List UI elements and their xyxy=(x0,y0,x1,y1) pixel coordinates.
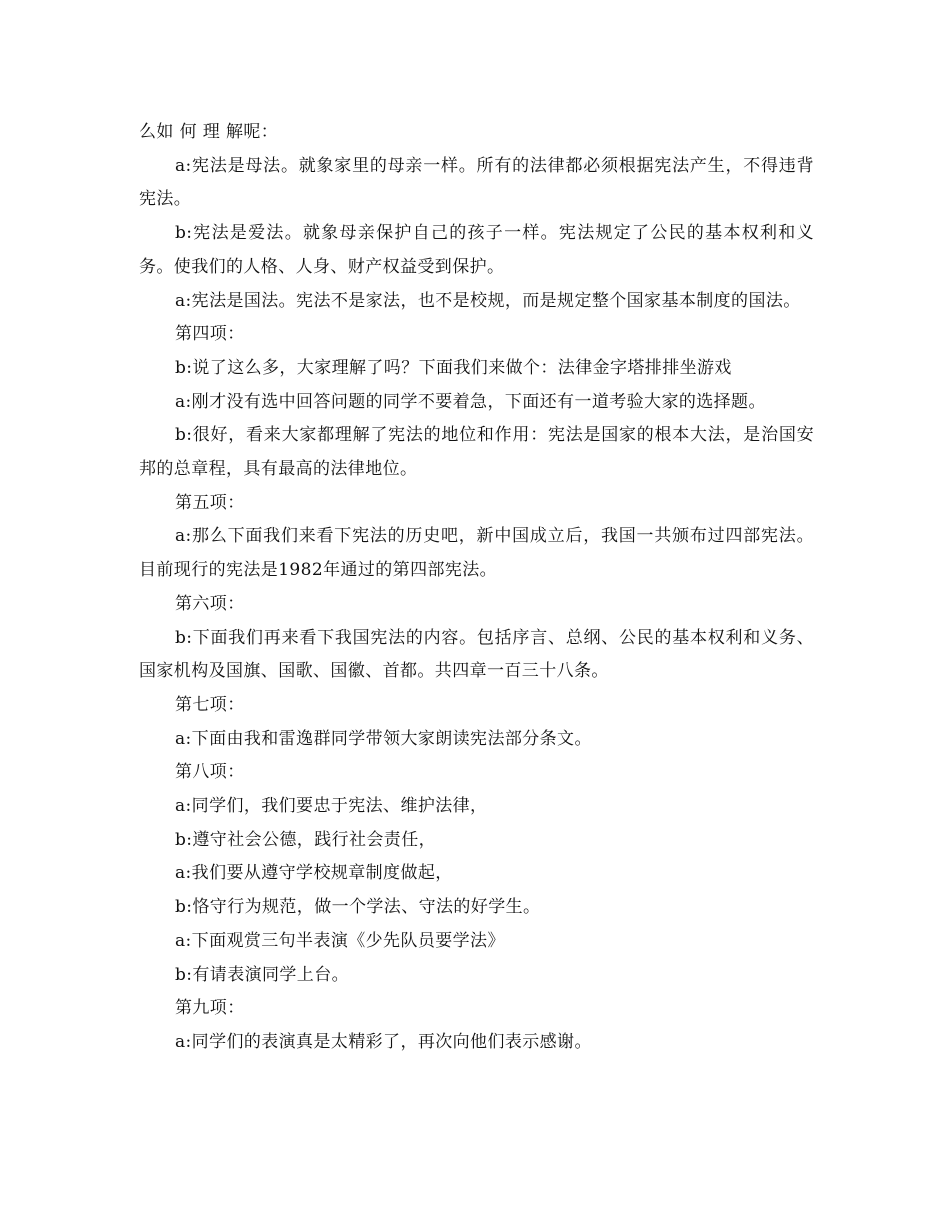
section-heading-5: 第五项： xyxy=(175,492,245,513)
section-heading-9: 第九项： xyxy=(175,998,245,1019)
paragraph-2: a:宪法是母法。就象家里的母亲一样。所有的法律都必须根据宪法产生，不得违背宪法。 xyxy=(139,155,814,210)
paragraph-10: a:那么下面我们来看下宪法的历史吧，新中国成立后，我国一共颁布过四部宪法。目前现行的宪法是1982年通过的第四部宪法。 xyxy=(139,526,814,581)
paragraph-21: b:有请表演同学上台。 xyxy=(175,964,350,985)
paragraph-17: b:遵守社会公德，践行社会责任， xyxy=(175,829,437,850)
section-heading-6: 第六项： xyxy=(175,593,245,614)
paragraph-3: b:宪法是爱法。就象母亲保护自己的孩子一样。宪法规定了公民的基本权利和义务。使我们的人格、人身、财产权益受到保护。 xyxy=(139,223,814,277)
paragraph-12: b:下面我们再来看下我国宪法的内容。包括序言、总纲、公民的基本权利和义务、国家机构及国旗、国歌、国徽、首都。共四章一百三十八条。 xyxy=(139,627,814,682)
paragraph-8: b:很好，看来大家都理解了宪法的地位和作用：宪法是国家的根本大法，是治国安邦的总章程，具有最高的法律地位。 xyxy=(139,425,814,480)
paragraph-19: b:恪守行为规范，做一个学法、守法的好学生。 xyxy=(175,897,541,918)
paragraph-14: a:下面由我和雷逸群同学带领大家朗读宪法部分条文。 xyxy=(175,728,592,749)
paragraph-4: a:宪法是国法。宪法不是家法，也不是校规，而是规定整个国家基本制度的国法。 xyxy=(175,290,801,311)
document-body xyxy=(139,116,814,1060)
paragraph-20: a:下面观赏三句半表演《少先队员要学法》 xyxy=(175,930,505,951)
section-heading-4: 第四项： xyxy=(175,324,245,345)
section-heading-8: 第八项： xyxy=(175,762,245,783)
paragraph-23: a:同学们的表演真是太精彩了，再次向他们表示感谢。 xyxy=(175,1031,592,1052)
section-heading-7: 第七项： xyxy=(175,694,245,715)
paragraph-1: 么如 何 理 解呢： xyxy=(139,122,279,142)
paragraph-7: a:刚才没有选中回答问题的同学不要着急，下面还有一道考验大家的选择题。 xyxy=(175,391,766,412)
paragraph-6: b:说了这么多，大家理解了吗？下面我们来做个：法律金字塔排排坐游戏 xyxy=(175,357,732,378)
paragraph-18: a:我们要从遵守学校规章制度做起， xyxy=(175,863,453,884)
paragraph-16: a:同学们，我们要忠于宪法、维护法律， xyxy=(175,796,488,817)
